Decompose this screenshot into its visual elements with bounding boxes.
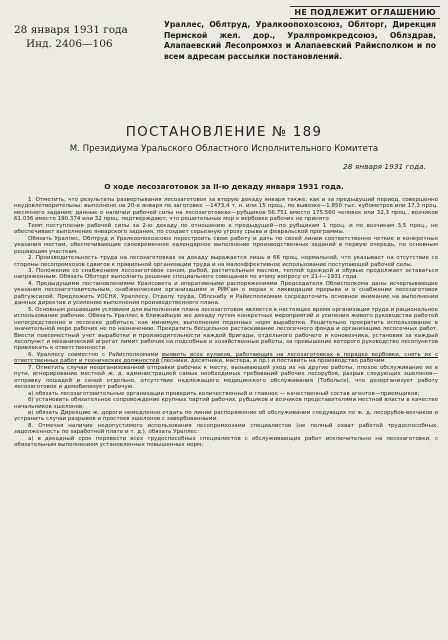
resolution-paragraph	[14, 281, 438, 307]
resolution-paragraph	[14, 307, 438, 352]
paragraph-text: б) установить обязательное сопровождение крупных партий рабочих, рубщиков и возчиков представителями местной власти в качестве начальников эшелонов;	[14, 397, 438, 410]
resolution-subitem	[14, 397, 438, 410]
paragraph-text: 2. Производительность труда на лесозаготовках за декаду выражается лишь в 66 проц. нормальной, что указывает на отсутствие со стороны лесопромхозов сдвигов к правильной организации труда и на малоэффективное использование поступающей рабочей силы.	[14, 255, 438, 268]
document-title: ПОСТАНОВЛЕНИЕ № 189	[125, 124, 323, 140]
header-index: Инд. 2406—106	[26, 38, 113, 50]
resolution-subitem	[14, 410, 438, 423]
resolution-subitem	[14, 436, 438, 449]
resolution-paragraph	[14, 352, 438, 365]
document-subtitle: М. Президиума Уральского Областного Исполнительного Комитета	[69, 144, 379, 154]
document-topic: О ходе лесозаготовок за II-ю декаду января 1931 года.	[104, 182, 344, 191]
document-header	[14, 20, 438, 92]
addressees-block: Ураллес, Облтруд, Уралкоопохозсоюз, Облторг, Дирекция Пермской жел. дор., Уралпромкредсоюз, Облздрав, Алапаевский Лесопромхоз и Алапаевский Райисполком и по всем адресам рассылки постановлений.	[164, 20, 436, 61]
document-body	[14, 197, 438, 637]
paragraph-text: в) обязать Дирекцию ж. дороги немедленно отдать по линии распоряжение об обслуживании следующих по ж. д. лесорубов-возчиков и устранить случаи разрывов и простоев эшелонов с завербованными.	[14, 409, 438, 423]
paragraph-text: 4. Предыдущими постановлениями Уралсовета и оперативными распоряжениями Председателя Облисполкома даны исчерпывающие указания лесозаготовительным, снабженческим организациям и РИК'ам о мерах к ликвидации прорыва и о снабжении лесозаготовок рабгужсилой. Предложить УОСНХ, Ураллесу, Отделу труда, Облснабу и Райисполкомам сосредоточить основное внимание на выполнении данных директив и усилению выполнения производственного плана.	[14, 280, 438, 307]
paragraph-text: Обязать Ураллес, Облтруд и Уралкоопохозсоюз перестроить свою работу и дать по своей линии соответственно четкие и конкретные указания местам, обеспечивающие своевременное календарное выполнение производственных заданий в первую очередь, по основным решающим участкам.	[14, 235, 438, 255]
paragraph-text: 7. Отметить случаи неорганизованной отправки рабочих к месту, вызывающей уход их на другие работы, плохое обслуживание их в пути, игнорирование местной ж. д. администрацией самых необходимых требований рабочих лесорубов, разрыв следующих эшелонов—отправку лошадей и сеной отдельно, отсутствие надлежащего медицинского обслуживания (Тобольск), что дезорганизует работу лесозаготовок и демобилизует рабочую.	[14, 364, 438, 391]
paragraph-text: а) в декадный срок перевести всех трудоспособных специалистов с обслуживающих работ исключительно на лесозаготовки, с обязательным выполнением установленных повышенных норм;	[14, 435, 438, 449]
resolution-paragraph	[14, 255, 438, 268]
paragraph-text: Темп поступления рабочей силы за 2-ю декаду по отношению к предыдущей—по рубщикам 1 проц. и по возчикам 3,5 проц., не обеспечивает выполнение январского задания, по создает серьезную угрозу срыва и февральской программы.	[14, 222, 438, 236]
underlined-text: выявить всех кулаков, работающих на лесозаготовках в порядке вербовки, снять их с ответственных работ и технических должностей	[14, 351, 438, 365]
resolution-paragraph	[14, 268, 438, 281]
paragraph-text: 1. Отметить, что результаты развертывания лесозаготовок за вторую декаду января также, как и за предыдущий период, совершенно неудовлетворительны: выполнено на 20-е января по заготовке —1473,4 т. н. или 15 проц., по вывозке—1.850 тыс. кубометров или 17,3 проц. месячного задания; данные о наличии рабочей силы на лесозаготовках—рубщиков 56.751 вместо 175.560 человек или 32,3 проц., возчиков 61.036 вместо 190.374 или 32 проц. подтверждают, что решительных мер к вербовке рабочих не принято	[14, 197, 438, 223]
resolution-paragraph	[14, 423, 438, 436]
paragraph-text: 8. Отмечая наличие недопустимого использования лесопромхозами специалистов (не полный охват работой трудоспособных, задолженность по заработной плате и т. д.), обязать Ураллес:	[14, 422, 438, 436]
paragraph-text-tail: (лесники, десятники, мастера, и пр.) и поставить на производство рабочим.	[159, 358, 387, 365]
document-date: 28 января 1931 года.	[343, 162, 426, 171]
paragraph-text: 3. Положение со снабжением лесозаготовок сеном, рыбой, растительным маслом, теплой одеждой и обувью продолжает оставаться напряженным. Обязать Облторг выполнить решение специального совещания по этому вопросу от 21-I—1931 года.	[14, 267, 438, 281]
paragraph-text: 6. Ураллесу совместно с Райисполкомами	[28, 351, 162, 358]
resolution-paragraph	[14, 197, 438, 223]
paragraph-text: а) обязать лесозаготовительные организации проверить количественный и главное — качественный состав агентов—приемщиков;	[28, 390, 420, 397]
confidential-stamp: НЕ ПОДЛЕЖИТ ОГЛАШЕНИЮ	[290, 6, 440, 19]
paragraph-text: 5. Основным решающим условием для выполнения плана лесозаготовок является в настоящее время организация труда и рациональное использование рабочих. Обязать Ураллес в ближайшую же декаду путем конкретных мероприятий и усиления живого руководства работой непосредственно в лесосеке добиться, как минимум, выполнения поденных норм выработки. Решительно прекратить использование в значительной мере рабочих не по назначению. Прекратить бесцельное растаскивание лесосечного фонда и организацию лесосечных работ. Ввести повсеместный учет выработки и производительности каждой бригады, отдельного рабочего и коновозчика, установив за каждый лесопункт и механический агрегат лимит рабочих на подсобные и хозяйственные работы, за превышение которого руководство лесопунктов привлекать к ответственности.	[14, 306, 438, 352]
resolution-paragraph	[14, 236, 438, 255]
resolution-paragraph	[14, 365, 438, 391]
header-date: 28 января 1931 года	[14, 24, 128, 36]
resolution-paragraph	[14, 223, 438, 236]
